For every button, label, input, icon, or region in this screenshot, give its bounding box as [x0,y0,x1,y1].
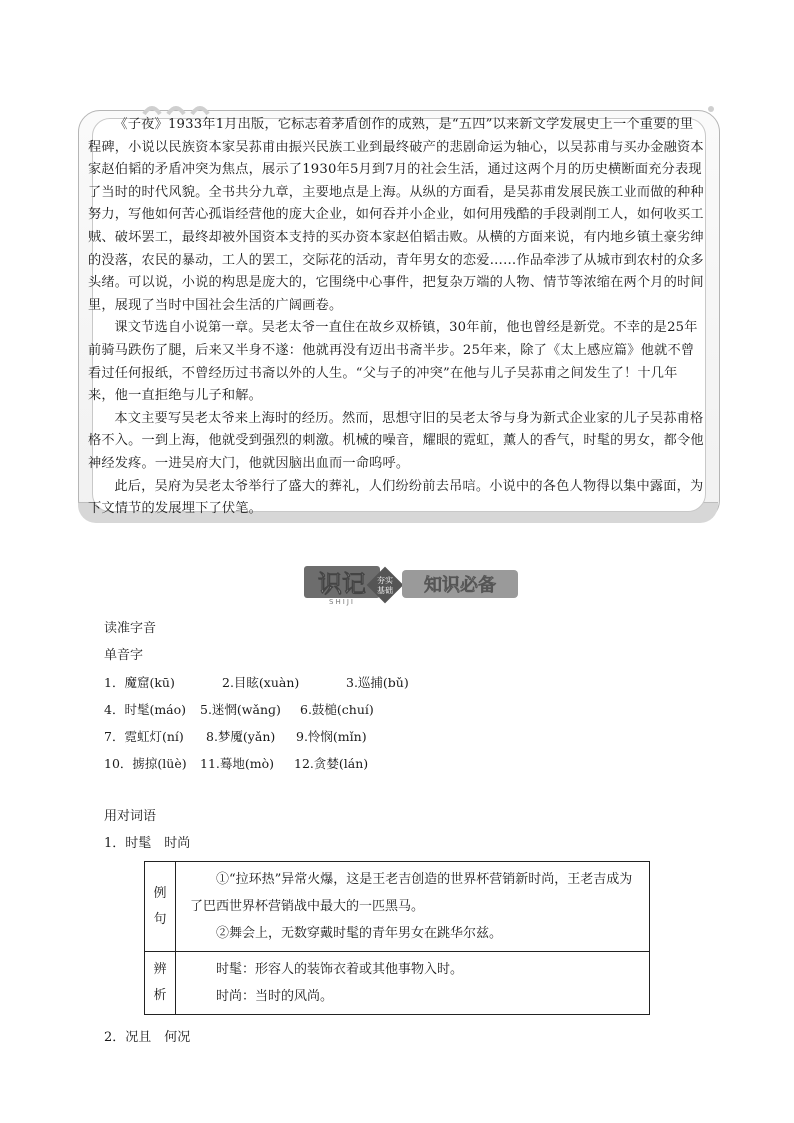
intro-paragraph: 课文节选自小说第一章。吴老太爷一直住在故乡双桥镇，30年前，他也曾经是新党。不幸的是25年前骑马跌伤了腿，后来又半身不遂：他就再没有迈出书斋半步。25年来，除了《太上感应篇》他就不曾看过任何报纸，不曾经历过书斋以外的人生。“父与子的冲突”在他与儿子吴荪甫之间发生了！十几年来，他一直拒绝与儿子和解。 [88,320,698,404]
reading-subheading: 单音字 [104,648,144,663]
words-heading: 用对词语 [104,809,157,824]
analysis-line-2: 时尚：当时的风尚。 [216,989,334,1004]
pinyin-item: 9.怜悯(mǐn) [296,729,367,744]
pinyin-item: 4．时髦(máo) [104,702,187,717]
intro-paragraph: 本文主要写吴老太爷来上海时的经历。然而，思想守旧的吴老太爷与身为新式企业家的儿子吴荪甫格格不入。一到上海，他就受到强烈的刺激。机械的噪音，耀眼的霓虹，薰人的香气，时髦的男女，都令他神经发疼。一进吴府大门，他就因脑出血而一命呜呼。 [88,410,704,471]
example-sentence-2: ②舞会上，无数穿戴时髦的青年男女在跳华尔兹。 [216,926,503,941]
pinyin-item: 6.鼓槌(chuí) [300,702,374,717]
banner-pinyin: SHIJI [329,598,355,606]
intro-paragraph: 《子夜》1933年1月出版，它标志着茅盾创作的成熟，是“五四”以来新文学发展史上一个重要的里程碑，小说以民族资本家吴荪甫由振兴民族工业到最终破产的悲剧命运为轴心，以吴荪甫与买办金融资本家赵伯韬的矛盾冲突为焦点，展示了1930年5月到7月的社会生活，通过这两个月的历史横断面充分表现了当时的时代风貌。全书共分九章，主要地点是上海。从纵的方面看，是吴荪甫发展民族工业而做的种种努力，写他如何苦心孤诣经营他的庞大企业，如何吞并小企业，如何用残酷的手段剥削工人，如何收买工贼、破坏罢工，最终却被外国资本支持的买办资本家赵伯韬击败。从横的方面来说，有内地乡镇土豪劣绅的没落，农民的暴动，工人的罢工，交际花的活动，青年男女的恋爱……作品牵涉了从城市到农村的众多头绪。可以说，小说的构思是庞大的，它围绕中心事件，把复杂万端的人物、情节等浓缩在两个月的时间里，展现了当时中国社会生活的广阔画卷。 [88,117,704,313]
corner-dot-decoration [708,106,714,112]
example-cell [176,862,650,952]
word-pair-2: 2．况且 何况 [104,1030,191,1045]
word-pair-1: 1．时髦 时尚 [104,836,191,851]
banner-sub2: 基础 [377,586,393,595]
analysis-cell [176,952,650,1015]
pinyin-item: 12.贪婪(lán) [294,756,369,771]
analysis-label: 辨 析 [145,952,176,1015]
banner-title: 识记 [318,570,366,598]
table-row [145,862,650,952]
pinyin-item: 3.巡捕(bǔ) [346,675,409,690]
pinyin-item: 11.蓦地(mò) [200,756,275,771]
list-item [104,727,367,747]
pinyin-item: 5.迷惘(wǎnɡ) [200,702,281,717]
intro-text [88,114,704,521]
list-item [104,673,409,693]
pinyin-item: 10．掳掠(lüè) [104,756,187,771]
reading-heading: 读准字音 [104,621,157,636]
word-comparison-table [144,861,650,1015]
list-item [104,700,374,720]
analysis-line-1: 时髦：形容人的装饰衣着或其他事物入时。 [216,962,464,977]
intro-paragraph: 此后，吴府为吴老太爷举行了盛大的葬礼，人们纷纷前去吊唁。小说中的各色人物得以集中露面，为下文情节的发展埋下了伏笔。 [88,478,704,517]
pinyin-item: 7．霓虹灯(ní) [104,729,184,744]
pinyin-item: 2.目眩(xuàn) [222,675,300,690]
table-row [145,952,650,1015]
example-sentence-1: ①“拉环热”异常火爆，这是王老吉创造的世界杯营销新时尚，王老吉成为了巴西世界杯营销战中最大的一匹黑马。 [190,872,633,914]
list-item [104,754,368,774]
banner-tag: 知识必备 [424,575,496,596]
example-label: 例 句 [145,862,176,952]
section-banner [302,562,522,606]
pinyin-item: 8.梦魇(yǎn) [206,729,276,744]
pinyin-item: 1．魔窟(kū) [104,675,175,690]
banner-sub1: 夯实 [377,576,393,585]
